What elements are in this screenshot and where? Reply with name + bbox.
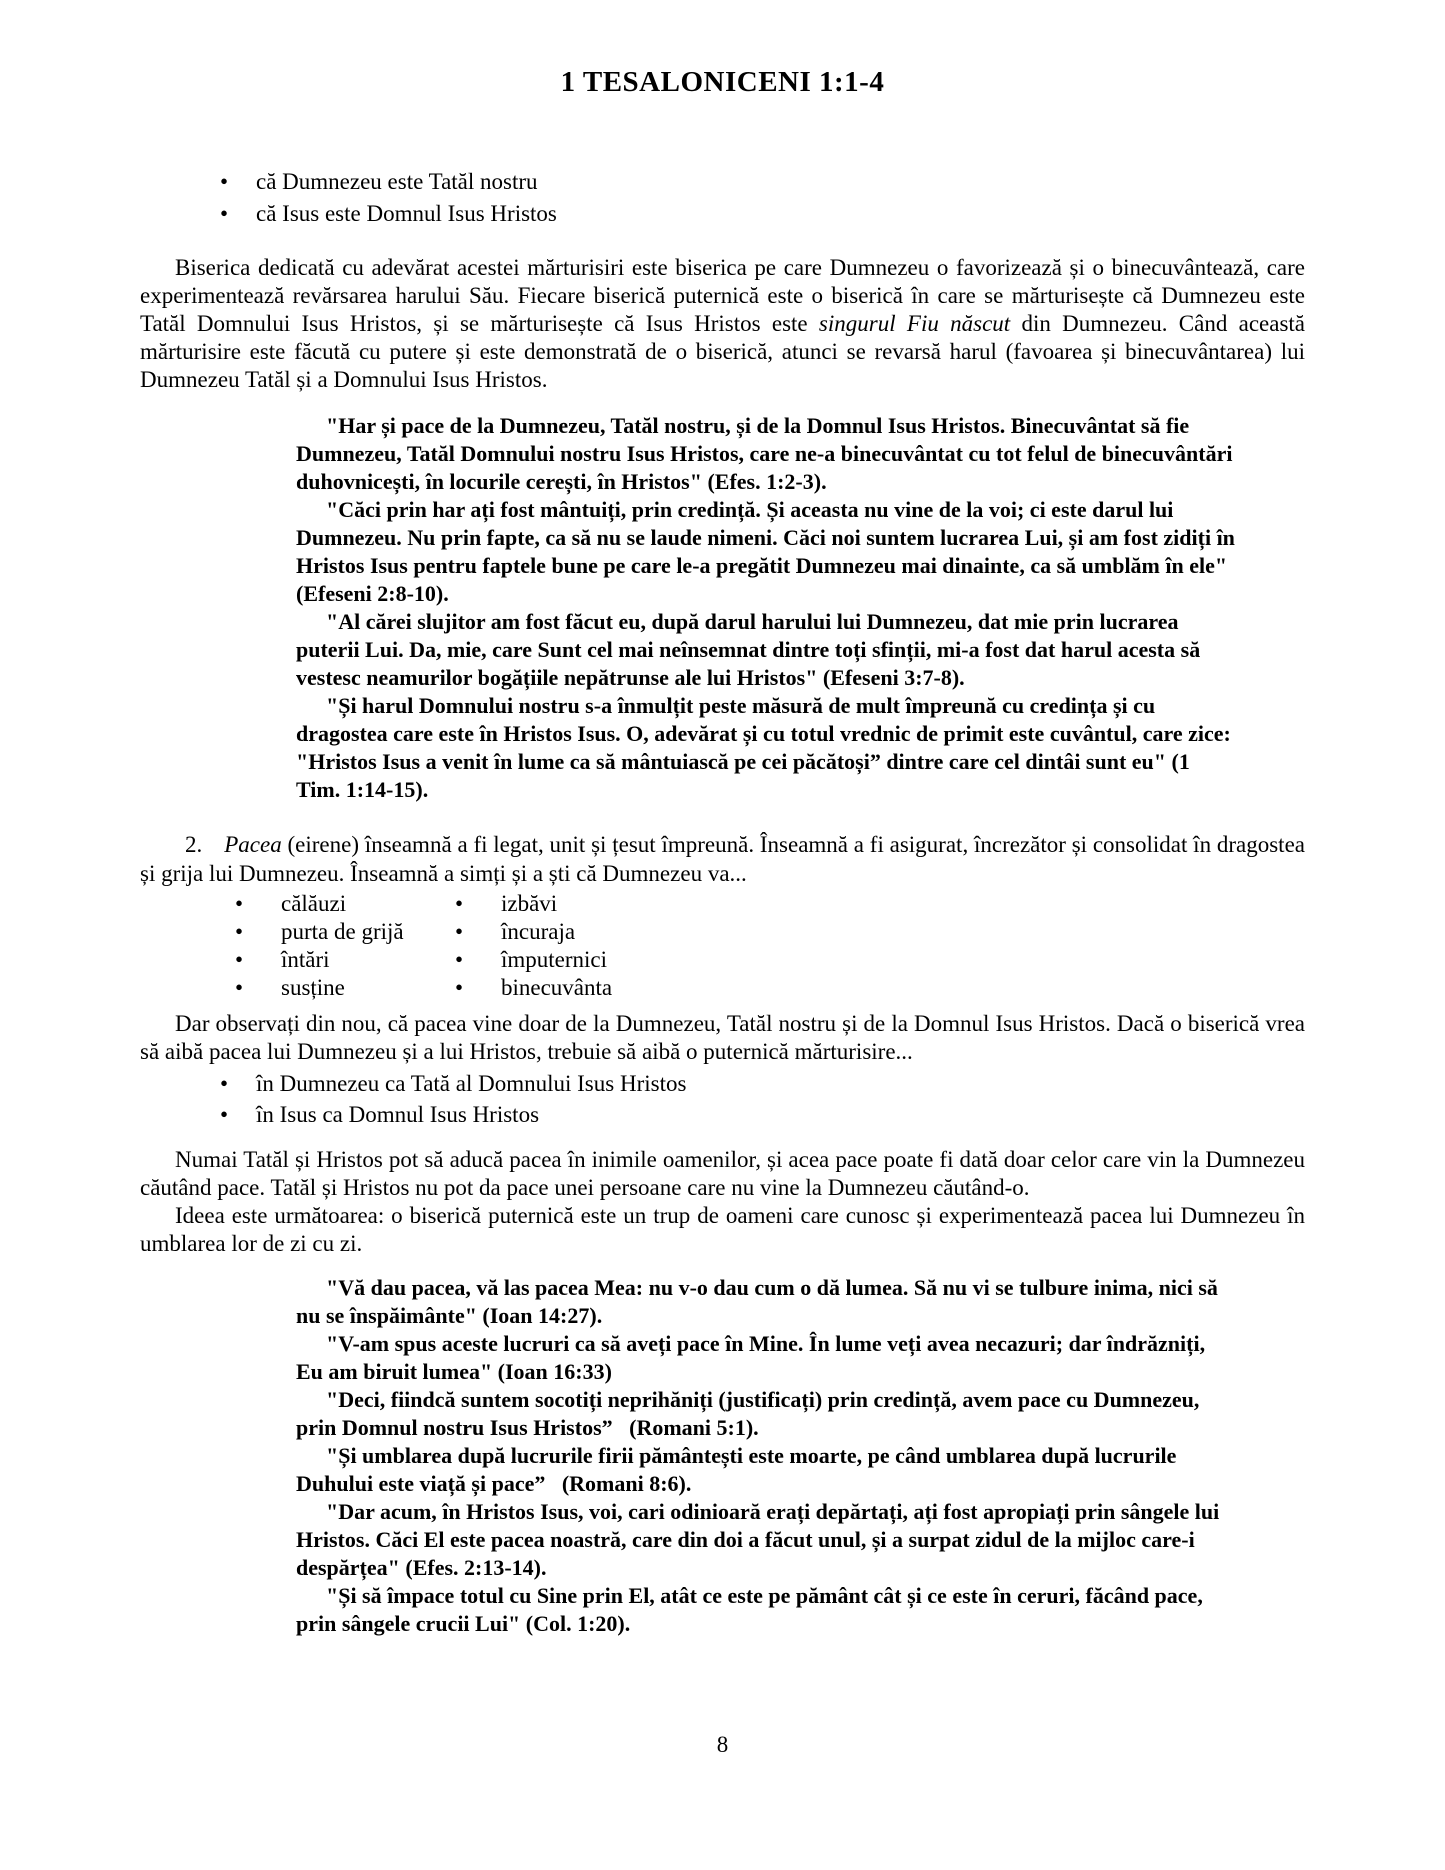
list-item xyxy=(140,166,1305,198)
list-item-label: purta de grijă xyxy=(281,919,404,944)
list-row xyxy=(140,974,1305,1002)
paragraph-text: din Dumnezeu. Când această mărturisire este făcută cu putere și este demonstrată de o biserică, atunci se revarsă harul (favoarea și binecuvântarea) lui Dumnezeu Tatăl și a Domnului Isus Hristos. xyxy=(140,311,1306,392)
list-item xyxy=(235,918,455,946)
list-row xyxy=(140,890,1305,918)
scripture-quote: "V-am spus aceste lucruri ca să aveți pace în Mine. În lume veți avea necazuri; dar îndrăzniți, Eu am biruit lumea" (Ioan 16:33) xyxy=(296,1331,1206,1384)
scripture-quote: "Deci, fiindcă suntem socotiți neprihăniți (justificați) prin credință, avem pace cu Dumnezeu, prin Domnul nostru Isus Hristos” (Romani 5:1). xyxy=(296,1387,1200,1440)
scripture-quote: "Și să împace totul cu Sine prin El, atât ce este pe pământ cât și ce este în ceruri, făcând pace, prin sângele crucii Lui" (Col. 1:20). xyxy=(296,1583,1203,1636)
paragraph-biserica xyxy=(140,254,1305,394)
list-item-label: izbăvi xyxy=(501,891,558,916)
bullet-icon: • xyxy=(235,975,244,1000)
peace-verbs-list xyxy=(140,890,1305,1002)
list-item-label: în Isus ca Domnul Isus Hristos xyxy=(256,1102,540,1127)
list-item-label: încuraja xyxy=(501,919,576,944)
bullet-icon: • xyxy=(455,891,464,916)
bullet-icon: • xyxy=(220,201,229,226)
list-item-label: în Dumnezeu ca Tată al Domnului Isus Hristos xyxy=(256,1071,687,1096)
list-item xyxy=(140,198,1305,230)
scripture-quote: "Har și pace de la Dumnezeu, Tatăl nostru, și de la Domnul Isus Hristos. Binecuvântat să fie Dumnezeu, Tatăl Domnului nostru Isus Hristos, care ne-a binecuvântat cu tot felul de binecuvântări duhovnicești, în locurile cerești, în Hristos" (Efes. 1:2-3). xyxy=(296,413,1233,494)
bullet-icon: • xyxy=(455,919,464,944)
scripture-quote: "Dar acum, în Hristos Isus, voi, cari odinioară erați depărtați, ați fost apropiați prin sângele lui Hristos. Căci El este pacea noastră, care din doi a făcut unul, și a surpat zidul de la mijloc care-i despărțea" (Efes. 2:13-14). xyxy=(296,1499,1220,1580)
item-number: 2. xyxy=(185,832,203,857)
scripture-quote: "Căci prin har ați fost mântuiți, prin credință. Și aceasta nu vine de la voi; ci este darul lui Dumnezeu. Nu prin fapte, ca să nu se laude nimeni. Căci noi suntem lucrarea Lui, și am fost zidiți în Hristos Isus pentru faptele bune pe care le-a pregătit Dumnezeu mai dinainte, ca să umblăm în ele" (Efeseni 2:8-10). xyxy=(296,497,1235,606)
scripture-quote: "Vă dau pacea, vă las pacea Mea: nu v-o dau cum o dă lumea. Să nu vi se tulbure inima, nici să nu se înspăimânte" (Ioan 14:27). xyxy=(296,1275,1218,1328)
bullet-icon: • xyxy=(220,1071,229,1096)
confession-bullet-list xyxy=(140,1068,1305,1130)
bullet-icon: • xyxy=(235,891,244,916)
list-item xyxy=(140,1068,1305,1099)
bullet-icon: • xyxy=(455,975,464,1000)
paragraph-ideea: Ideea este următoarea: o biserică puternică este un trup de oameni care cunosc și experimentează pacea lui Dumnezeu în umblarea lor de zi cu zi. xyxy=(140,1203,1305,1256)
list-item-label: că Dumnezeu este Tatăl nostru xyxy=(256,169,538,194)
bullet-icon: • xyxy=(455,947,464,972)
list-item-label: împuternici xyxy=(501,947,608,972)
list-item xyxy=(235,946,455,974)
item-text: (eirene) înseamnă a fi legat, unit și țesut împreună. Înseamnă a fi asigurat, încrezător și consolidat în dragostea și grija lui Dumnezeu. Înseamnă a simți și a ști că Dumnezeu va... xyxy=(140,832,1305,886)
scripture-quote: "Și umblarea după lucrurile firii pământești este moarte, pe când umblarea după lucrurile Duhului este viață și pace” (Romani 8:6). xyxy=(296,1443,1177,1496)
scripture-quote: "Al cărei slujitor am fost făcut eu, după darul harului lui Dumnezeu, dat mie prin lucrarea puterii Lui. Da, mie, care Sunt cel mai neînsemnat dintre toți sfinții, mi-a fost dat harul acesta să vestesc neamurilor bogățiile nepătrunse ale lui Hristos" (Efeseni 3:7-8). xyxy=(296,609,1201,690)
intro-bullet-list xyxy=(140,166,1305,230)
list-item xyxy=(455,918,575,946)
page-number: 8 xyxy=(716,1732,729,1757)
item-term: Pacea xyxy=(224,832,282,857)
scripture-quote: "Și harul Domnului nostru s-a înmulțit peste măsură de mult împreună cu credința și cu dragostea care este în Hristos Isus. O, adevărat și cu totul vrednic de primit este cuvântul, care zice: "Hristos Isus a venit în lume ca să mântuiască pe cei păcătoși” dintre care cel dintâi sunt eu" (1 Tim. 1:14-15). xyxy=(296,693,1231,802)
paragraph-numai: Numai Tatăl și Hristos pot să aducă pacea în inimile oamenilor, și acea pace poate fi dată doar celor care vin la Dumnezeu căutând pace. Tatăl și Hristos nu pot da pace unei persoane care nu vine la Dumnezeu căutând-o. xyxy=(140,1147,1305,1200)
list-row xyxy=(140,918,1305,946)
paragraph-italic-phrase: singurul Fiu născut xyxy=(818,311,1011,336)
list-item-label: că Isus este Domnul Isus Hristos xyxy=(256,201,557,226)
list-item-label: susține xyxy=(281,975,345,1000)
scripture-quote-block-1 xyxy=(296,412,1236,804)
list-item xyxy=(235,974,455,1002)
list-item-label: întări xyxy=(281,947,330,972)
paragraph-dar-observati: Dar observați din nou, că pacea vine doar de la Dumnezeu, Tatăl nostru și de la Domnul Isus Hristos. Dacă o biserică vrea să aibă pacea lui Dumnezeu și a lui Hristos, trebuie să aibă o puternică mărturisire... xyxy=(140,1011,1305,1064)
list-item xyxy=(455,946,607,974)
page-title: 1 TESALONICENI 1:1-4 xyxy=(560,66,885,98)
list-item xyxy=(140,1099,1305,1130)
list-item xyxy=(235,890,455,918)
bullet-icon: • xyxy=(220,169,229,194)
bullet-icon: • xyxy=(220,1102,229,1127)
list-item xyxy=(455,890,557,918)
scripture-quote-block-2 xyxy=(296,1274,1236,1638)
numbered-item-pacea xyxy=(140,830,1305,888)
list-item-label: călăuzi xyxy=(281,891,347,916)
bullet-icon: • xyxy=(235,947,244,972)
list-item xyxy=(455,974,612,1002)
list-item-label: binecuvânta xyxy=(501,975,613,1000)
bullet-icon: • xyxy=(235,919,244,944)
paragraph-text: Biserica dedicată cu adevărat acestei mărturisiri este biserica pe care Dumnezeu o favorizează și o binecuvântează, care experimentează revărsarea harului Său. Fiecare biserică puternică este o biserică în care se mărturisește că Dumnezeu este Tatăl Domnului Isus Hristos, și se mărturisește că Isus Hristos este xyxy=(140,255,1305,336)
list-row xyxy=(140,946,1305,974)
